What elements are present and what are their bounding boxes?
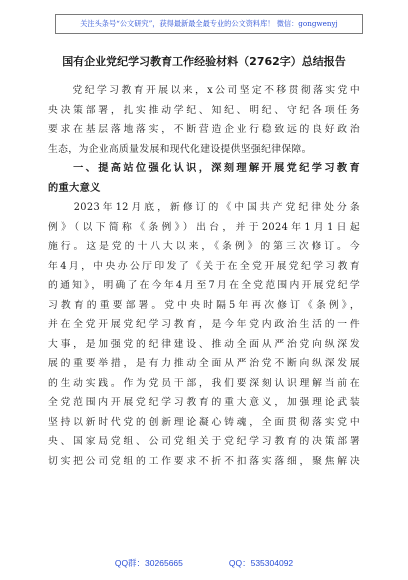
paragraph-line: 全党范围内开展党纪学习教育的重大意义，加强理论武装 bbox=[48, 397, 360, 408]
footer-qq[interactable]: QQ：535304092 bbox=[228, 558, 294, 568]
paragraph-line: 生态，为企业高质量发展和现代化建设提供坚强纪律保障。 bbox=[48, 143, 312, 155]
paragraph-line: 例》（以下简称《条例》）出台，并于2024年1月1日起 bbox=[48, 221, 360, 233]
paragraph-line: 央、国家局党组、公司党组关于党纪学习教育的决策部署 bbox=[48, 436, 360, 447]
section-heading-line: 的重大意义 bbox=[48, 182, 101, 194]
paragraph-line: 党纪学习教育开展以来，x公司坚定不移贯彻落实党中 bbox=[48, 85, 360, 96]
paragraph-line: 切实把公司党组的工作要求不折不扣落实落细，聚焦解决 bbox=[48, 455, 360, 467]
footer-qq-group[interactable]: QQ群：30265665 bbox=[114, 558, 183, 568]
paragraph-line: 习教育的重要部署。党中央时隔5年再次修订《条例》， bbox=[48, 299, 360, 311]
paragraph-line: 坚持以新时代党的创新理论凝心铸魂，全面贯彻落实党中 bbox=[48, 416, 360, 428]
promo-banner: 关注头条号“公文研究”，获得最新最全最专业的公文资料库！ 微信：gongwenyj bbox=[55, 14, 363, 34]
document-title: 国有企业党纪学习教育工作经验材料（2762字）总结报告 bbox=[62, 55, 346, 68]
document-body bbox=[48, 81, 360, 471]
paragraph-line: 并在全党开展党纪学习教育，是今年党内政治生活的一件 bbox=[48, 319, 360, 330]
paragraph-line: 施行。这是党的十八大以来，《条例》的第三次修订。今 bbox=[48, 241, 360, 252]
paragraph-line: 展的重要举措，是有力推动全面从严治党不断向纵深发展 bbox=[48, 358, 360, 369]
paragraph-line: 的通知》，明确了在今年4月至7月在全党范围内开展党纪学 bbox=[48, 280, 360, 291]
paragraph-line: 的生动实践。作为党员干部，我们要深刻认识理解当前在 bbox=[48, 377, 360, 389]
paragraph-line: 要求在基层落地落实，不断营造企业行稳致远的良好政治 bbox=[48, 124, 360, 135]
paragraph-line: 2023年12月底，新修订的《中国共产党纪律处分条 bbox=[48, 202, 360, 213]
section-heading-line: 一、提高站位强化认识，深刻理解开展党纪学习教育 bbox=[48, 163, 360, 174]
paragraph-line: 年4月，中央办公厅印发了《关于在全党开展党纪学习教育 bbox=[48, 260, 360, 272]
footer bbox=[0, 557, 408, 569]
paragraph-line: 大事，是加强党的纪律建设、推动全面从严治党向纵深发 bbox=[48, 338, 360, 350]
paragraph-line: 央决策部署，扎实推动学纪、知纪、明纪、守纪各项任务 bbox=[48, 104, 360, 116]
